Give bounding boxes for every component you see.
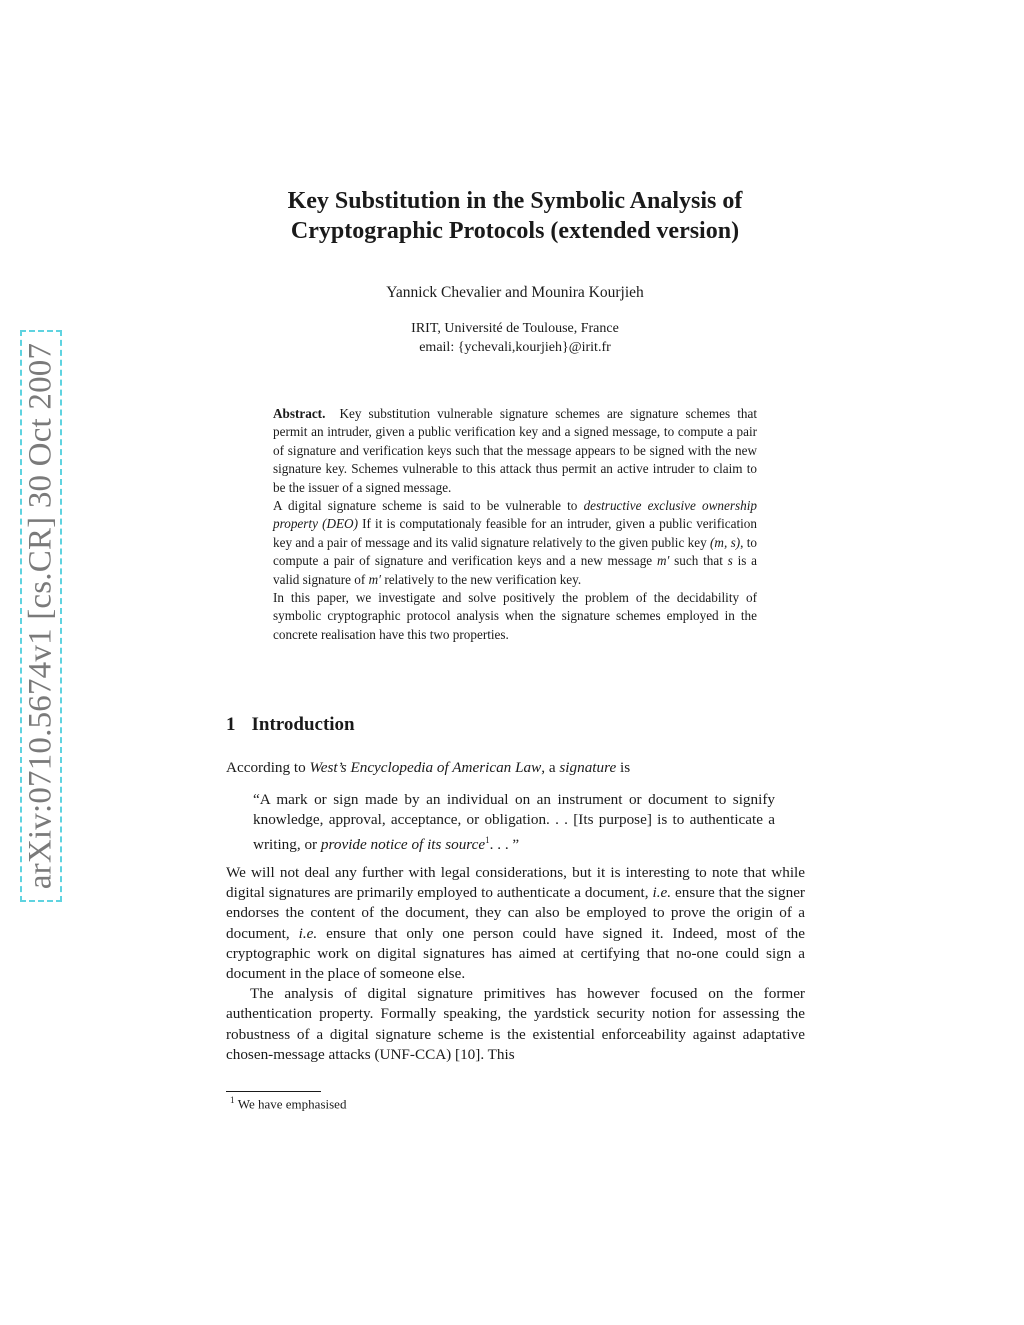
footnote-mark: 1 bbox=[230, 1095, 235, 1105]
intro-post: is bbox=[616, 759, 631, 776]
email: email: {ychevali,kourjieh}@irit.fr bbox=[419, 340, 611, 355]
math-m-prime-2: m′ bbox=[368, 571, 382, 587]
intro-signature-term: signature bbox=[559, 759, 617, 776]
quote-text: “A mark or sign made by an individual on an instrument or document to signify knowledge, approval, acceptance, or obligation. . . [Its purpose] is to authenticate a writing, or bbox=[253, 791, 775, 854]
body-p1-c: ensure that only one person could have signed it. Indeed, most of the cryptographic work on digital signatures has aimed at certifying that no-one could sign a document in the place of someone else. bbox=[226, 924, 806, 983]
title-line-2: Cryptographic Protocols (extended version) bbox=[290, 218, 740, 244]
body-p1-b: ensure that the signer endorses the content of the document, they can also be employed to prove the origin of a document, bbox=[226, 884, 805, 942]
abstract-p2-post1: , to compute a pair of signature and verification keys and a new message bbox=[273, 534, 757, 569]
intro-pre: According to bbox=[226, 759, 310, 776]
body-text bbox=[226, 863, 805, 1065]
abstract-p2-pre: A digital signature scheme is said to be vulnerable to bbox=[273, 498, 584, 514]
quote-emphasis: provide notice of its source bbox=[320, 836, 486, 854]
paper-title bbox=[180, 186, 850, 246]
arxiv-stamp bbox=[20, 330, 62, 902]
footnote bbox=[230, 1095, 346, 1112]
section-heading bbox=[226, 714, 355, 736]
affiliation-block bbox=[180, 319, 850, 357]
title-line-1: Key Substitution in the Symbolic Analysis of bbox=[287, 188, 743, 214]
abstract-paragraph-1 bbox=[273, 405, 757, 497]
abstract-paragraph-2 bbox=[273, 497, 757, 589]
authors: Yannick Chevalier and Mounira Kourjieh bbox=[386, 284, 644, 301]
affiliation: IRIT, Université de Toulouse, France bbox=[411, 321, 619, 336]
section-number: 1 bbox=[226, 714, 236, 735]
footnote-text: We have emphasised bbox=[237, 1096, 347, 1112]
abstract-lead: Abstract. bbox=[273, 406, 326, 421]
abstract bbox=[273, 405, 757, 644]
block-quote bbox=[253, 790, 775, 856]
body-paragraph-2: The analysis of digital signature primitives has however focused on the former authentication property. Formally speaking, the yardstick security notion for assessing the robustness of a digital signature scheme is the existential enforceability against adaptative chosen-message attacks (UNF-CCA) [10]. This bbox=[226, 985, 805, 1063]
abstract-p2-post2: such that bbox=[669, 553, 728, 569]
abstract-p2-post3: is a valid signature of bbox=[273, 553, 757, 587]
intro-mid: , a bbox=[541, 759, 560, 776]
body-paragraph-1 bbox=[226, 863, 805, 984]
footnote-rule bbox=[226, 1091, 321, 1092]
math-ms: (m, s) bbox=[710, 534, 741, 550]
abstract-p2-mid: If it is computationaly feasible for an intruder, given a public verification key and a pair of message and its valid signature relatively to the given public key bbox=[273, 516, 757, 550]
abstract-text-1: Key substitution vulnerable signature schemes are signature schemes that permit an intruder, given a public verification key and a signed message, to compute a pair of signature and verification keys such that the message appears to be signed with the new signature key. Schemes vulnerable to this attack thus permit an active intruder to claim to be the issuer of a signed message. bbox=[273, 406, 757, 495]
abstract-p2-post4: relatively to the new verification key. bbox=[381, 571, 582, 587]
footnote-ref[interactable]: 1 bbox=[485, 835, 490, 846]
abstract-paragraph-3: In this paper, we investigate and solve positively the problem of the decidability of symbolic cryptographic protocol analysis when the signature schemes employed in the concrete realisation have this two properties. bbox=[273, 590, 757, 642]
quote-end: . . . ” bbox=[489, 836, 520, 854]
math-m-prime: m′ bbox=[656, 553, 670, 569]
abstract-deo-term: destructive exclusive ownership property (DEO) bbox=[273, 498, 757, 532]
arxiv-identifier: arXiv:0710.5674v1 [cs.CR] 30 Oct 2007 bbox=[22, 342, 59, 890]
math-s: s bbox=[727, 553, 733, 569]
ie-abbrev-1: i.e. bbox=[652, 884, 672, 902]
ie-abbrev-2: i.e. bbox=[298, 924, 318, 942]
body-p1-a: We will not deal any further with legal considerations, but it is interesting to note that while digital signatures are primarily employed to authenticate a document, bbox=[226, 864, 805, 902]
intro-source-title: West’s Encyclopedia of American Law bbox=[309, 759, 542, 776]
intro-line bbox=[226, 758, 805, 778]
section-title: Introduction bbox=[251, 714, 355, 735]
